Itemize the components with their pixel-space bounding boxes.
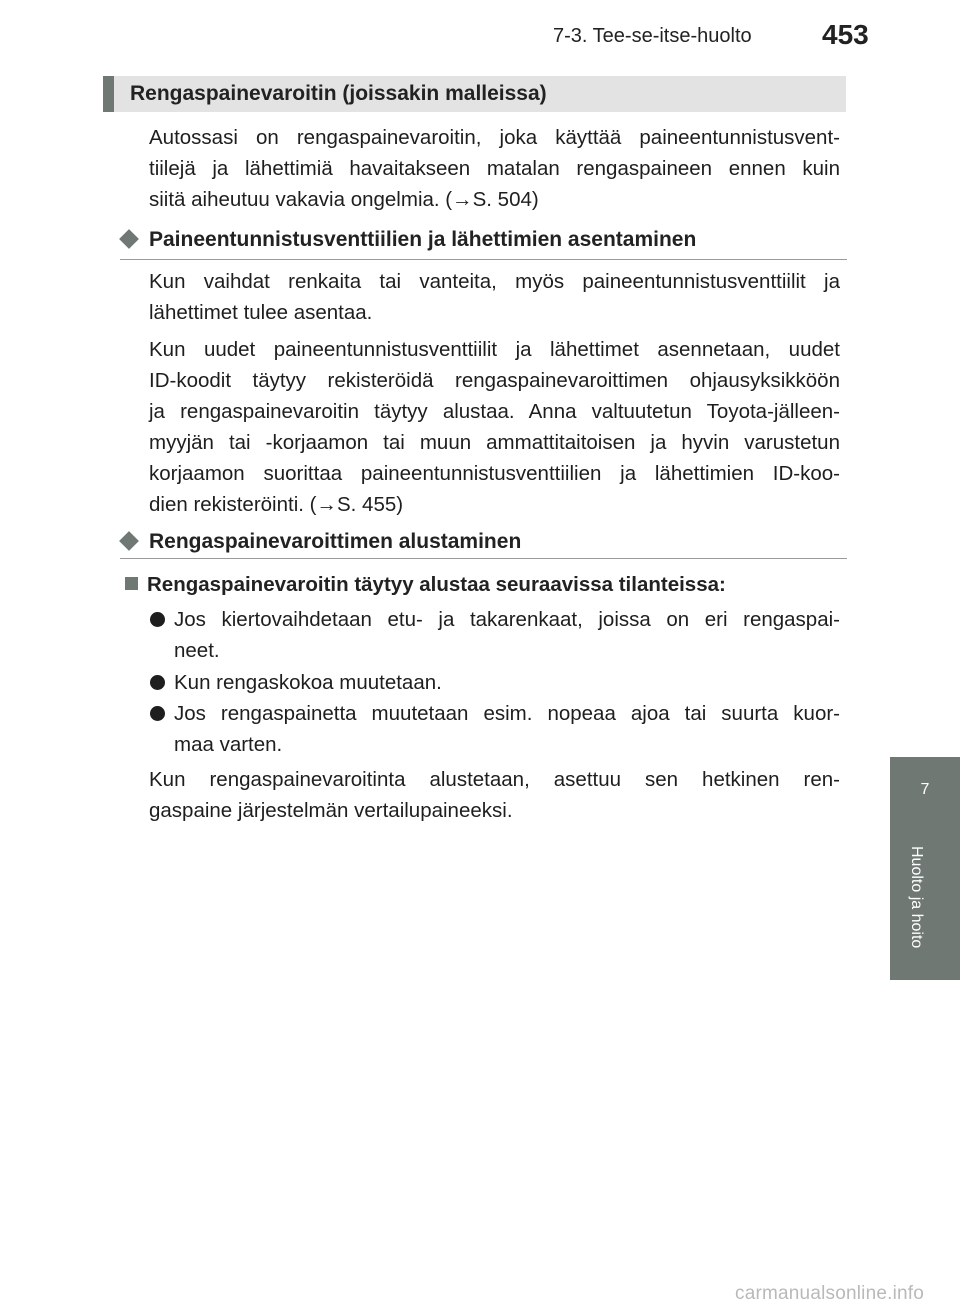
chapter-tab [890,757,960,832]
text-line: tiilejä ja lähettimiä havaitakseen matalan rengaspaineen ennen kuin [149,157,840,180]
square-bullet-icon [125,577,138,590]
paragraph [149,334,840,520]
bullet-dot-icon [150,612,165,627]
chapter-number: 7 [920,781,930,798]
subsection-title: Paineentunnistusventtiilien ja lähettimien asentaminen [149,228,697,251]
chapter-label: Huolto ja hoito [908,846,925,949]
page-number: 453 [822,19,869,50]
watermark: carmanualsonline.info [735,1283,925,1304]
text-line: Kun rengaskokoa muutetaan. [174,671,442,694]
text-line: dien rekisteröinti. (→S. 455) [149,493,404,516]
closing-paragraph [149,764,840,826]
list-item [148,604,840,666]
text-line: ja rengaspainevaroitin täytyy alustaa. Anna valtuutetun Toyota-jälleen- [149,400,840,423]
subsection-divider [120,259,847,260]
subsection-divider [120,558,847,559]
list-item [148,667,840,698]
diamond-icon [119,531,139,551]
text-line: myyjän tai -korjaamon tai muun ammattitaitoisen ja hyvin varustetun [149,431,840,454]
bullet-dot-icon [150,706,165,721]
note-heading [125,573,726,597]
note-heading-text: Rengaspainevaroitin täytyy alustaa seuraavissa tilanteissa: [147,573,726,596]
text-line: neet. [174,639,220,662]
section-title: Rengaspainevaroitin (joissakin malleissa) [130,82,547,105]
diamond-icon [119,229,139,249]
header-section-title: 7-3. Tee-se-itse-huolto [553,25,752,47]
text-line: korjaamon suorittaa paineentunnistusventtiilien ja lähettimien ID-koo- [149,462,840,485]
text-line: Autossasi on rengaspainevaroitin, joka käyttää paineentunnistusvent- [149,126,840,149]
text-line: siitä aiheutuu vakavia ongelmia. (→S. 504) [149,188,539,211]
subsection-title: Rengaspainevaroittimen alustaminen [149,530,522,553]
section-title-bar [103,76,846,112]
text-line: Jos kiertovaihdetaan etu- ja takarenkaat, joissa on eri rengaspai- [174,608,840,631]
paragraph [149,266,840,328]
text-line: maa varten. [174,733,283,756]
bullet-dot-icon [150,675,165,690]
text-line: Jos rengaspainetta muutetaan esim. nopeaa ajoa tai suurta kuor- [174,702,840,725]
intro-paragraph [149,122,840,215]
text-line: Kun uudet paineentunnistusventtiilit ja lähettimet asennetaan, uudet [149,338,840,361]
text-line: ID-koodit täytyy rekisteröidä rengaspainevaroittimen ohjausyksikköön [149,369,840,392]
text-line: Kun rengaspainevaroitinta alustetaan, asettuu sen hetkinen ren- [149,768,840,791]
text-line: gaspaine järjestelmän vertailupaineeksi. [149,799,513,822]
text-line: Kun vaihdat renkaita tai vanteita, myös paineentunnistusventtiilit ja [149,270,840,293]
text-line: lähettimet tulee asentaa. [149,301,373,324]
list-item [148,698,840,760]
